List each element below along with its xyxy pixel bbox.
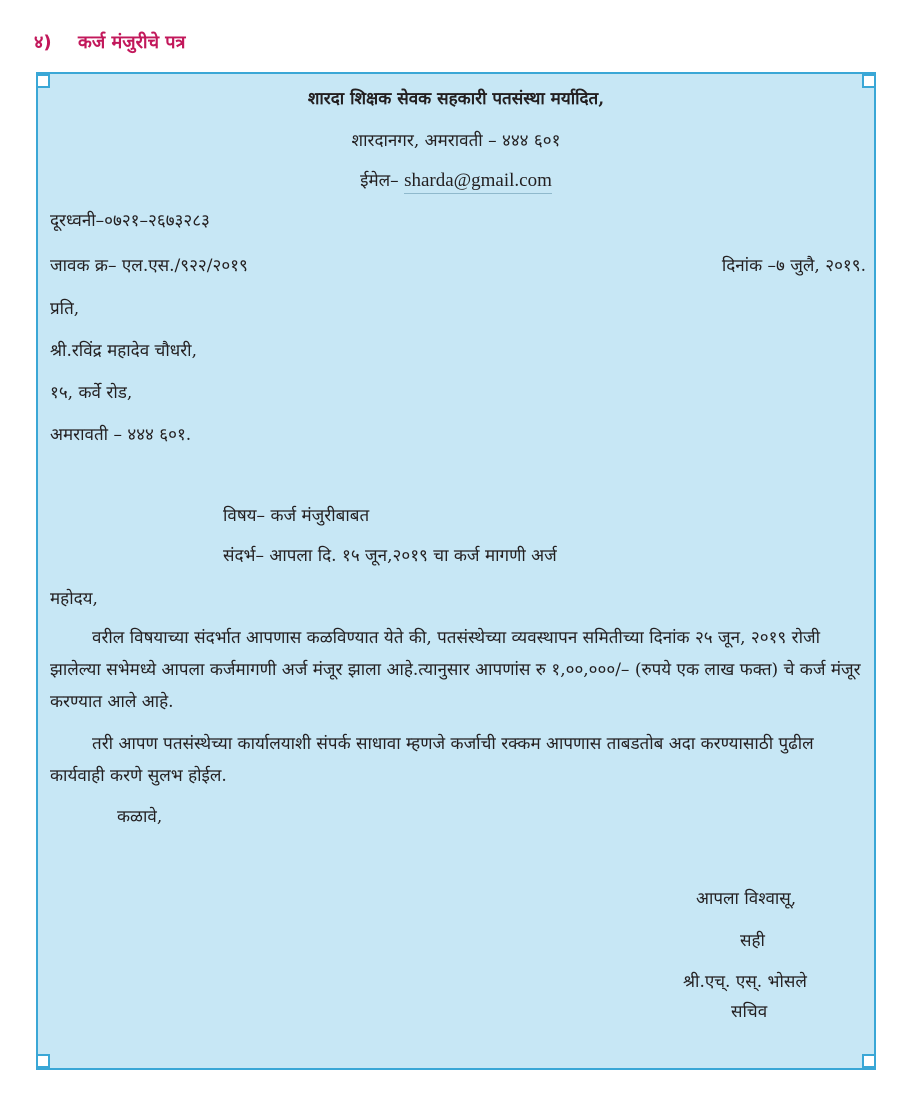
recipient-street: १५, कर्वे रोड, [50,383,133,403]
phone-number: दूरध्वनी–०७२१–२६७३२८३ [50,211,210,231]
section-title: कर्ज मंजुरीचे पत्र [78,32,186,53]
signature-sign: सही [740,931,765,951]
frame-corner-top-right [862,74,876,88]
frame-corner-bottom-left [36,1054,50,1068]
frame-corner-top-left [36,74,50,88]
body-paragraph-2: तरी आपण पतसंस्थेच्या कार्यालयाशी संपर्क साधावा म्हणजे कर्जाची रक्कम आपणास ताबडतोब अदा करण्यासाठी पुढील कार्यवाही करणे सुलभ होईल. [50,734,814,786]
email-line [36,170,876,192]
letter-reference: संदर्भ– आपला दि. १५ जून,२०१९ चा कर्ज मागणी अर्ज [223,546,557,566]
signature-closing: आपला विश्वासू, [696,889,797,909]
recipient-city: अमरावती – ४४४ ६०१. [50,425,192,445]
letter-date: दिनांक –७ जुलै, २०१९. [721,256,866,276]
email-address: sharda@gmail.com [404,170,552,194]
org-name: शारदा शिक्षक सेवक सहकारी पतसंस्था मर्यादित, [307,89,605,109]
signatory-designation: सचिव [731,1002,768,1022]
salutation: महोदय, [50,589,98,609]
body-paragraph-1: वरील विषयाच्या संदर्भात आपणास कळविण्यात येते की, पतसंस्थेच्या व्यवस्थापन समितीच्या दिनांक २५ जून, २०१९ रोजी झालेल्या सभेमध्ये आपला कर्जमागणी अर्ज मंजूर झाला आहे.त्यानुसार आपणांस रु १,००,०००/– (रुपये एक लाख फक्त) चे कर्ज मंजूर करण्यात आले आहे. [50,628,861,712]
frame-corner-bottom-right [862,1054,876,1068]
recipient-name: श्री.रविंद्र महादेव चौधरी, [50,341,197,361]
reference-number: जावक क्र– एल.एस./९२२/२०१९ [50,256,248,276]
email-label: ईमेल– [360,171,399,191]
section-heading [34,30,185,54]
closing-note: कळावे, [117,807,163,827]
org-address: शारदानगर, अमरावती – ४४४ ६०१ [351,131,561,151]
recipient-to: प्रति, [50,299,80,319]
letter-subject: विषय– कर्ज मंजुरीबाबत [223,506,370,526]
section-number: ४) [34,32,52,53]
signatory-name: श्री.एच्. एस्. भोसले [683,972,807,992]
